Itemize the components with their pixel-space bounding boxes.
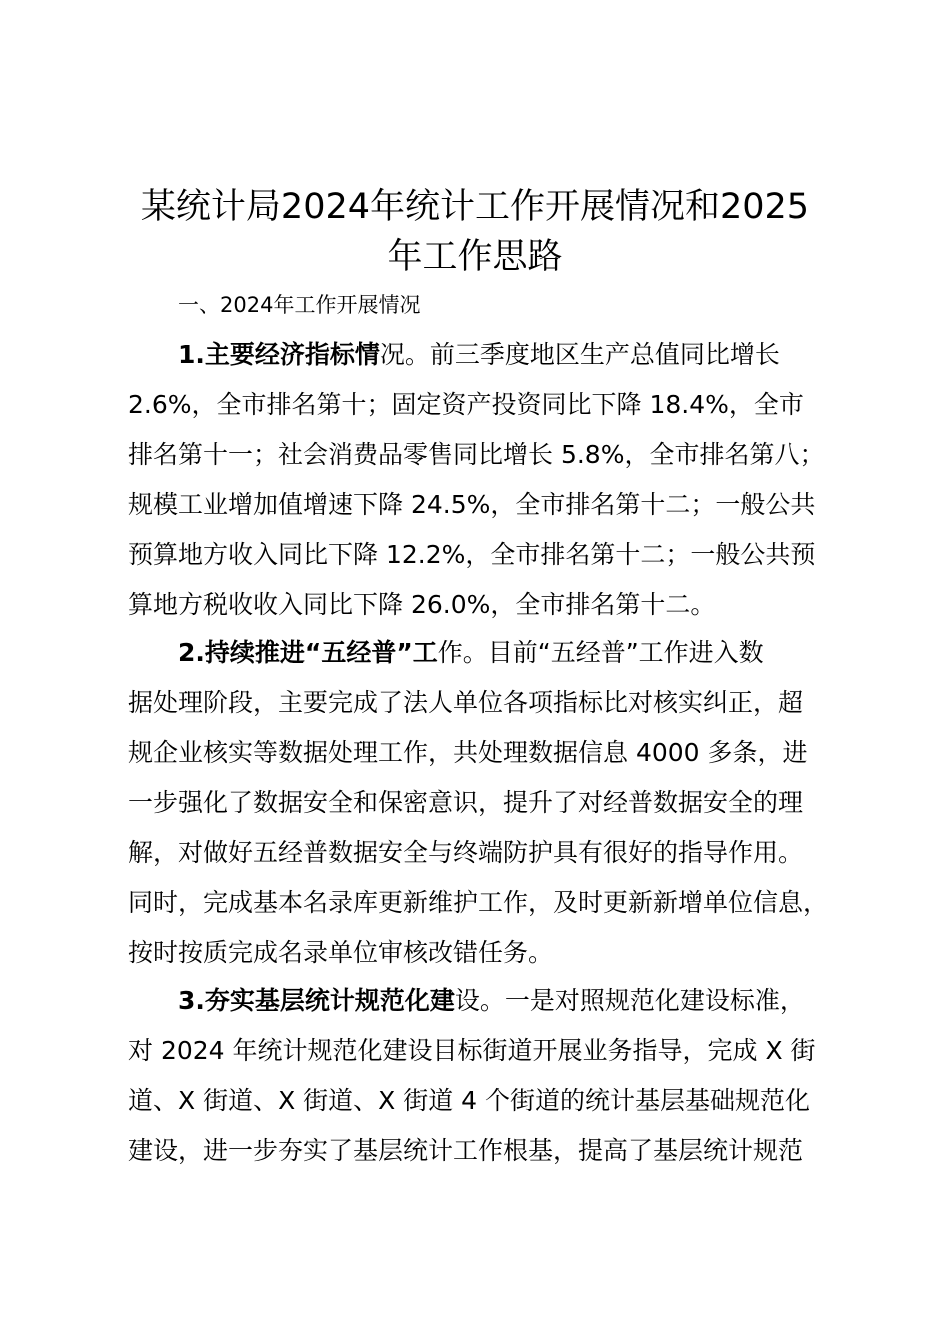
paragraph-text: 况。前三季度地区生产总值同比增长 bbox=[379, 340, 780, 369]
paragraph-economic-indicators bbox=[128, 330, 868, 630]
paragraph-text: 设。一是对照规范化建设标准， bbox=[454, 986, 805, 1015]
paragraph-line: 同时，完成基本名录库更新维护工作，及时更新新增单位信息， bbox=[128, 888, 829, 917]
document-title-line-1: 某统计局2024年统计工作开展情况和2025 bbox=[140, 187, 810, 227]
paragraph-line: 据处理阶段，主要完成了法人单位各项指标比对核实纠正，超 bbox=[128, 688, 804, 717]
paragraph-grassroots-standardization bbox=[128, 976, 868, 1176]
document-title-line-2: 年工作思路 bbox=[387, 237, 563, 277]
paragraph-lead-bold: 1.主要经济指标情 bbox=[178, 340, 380, 369]
paragraph-line: 解，对做好五经普数据安全与终端防护具有很好的指导作用。 bbox=[128, 838, 804, 867]
paragraph-line: 道、X 街道、X 街道、X 街道 4 个街道的统计基层基础规范化 bbox=[128, 1086, 811, 1115]
paragraph-line: 规模工业增加值增速下降 24.5%，全市排名第十二；一般公共 bbox=[128, 490, 816, 519]
paragraph-text: 作。目前“五经普”工作进入数 bbox=[437, 638, 764, 667]
paragraph-economic-census bbox=[128, 628, 868, 978]
paragraph-lead-bold: 2.持续推进“五经普”工 bbox=[178, 638, 438, 667]
paragraph-line: 2.6%，全市排名第十；固定资产投资同比下降 18.4%，全市 bbox=[128, 390, 804, 419]
paragraph-lead-bold: 3.夯实基层统计规范化建 bbox=[178, 986, 455, 1015]
paragraph-line: 对 2024 年统计规范化建设目标街道开展业务指导，完成 X 街 bbox=[128, 1036, 816, 1065]
section-heading: 一、2024年工作开展情况 bbox=[178, 293, 421, 317]
paragraph-line bbox=[128, 330, 868, 380]
paragraph-line: 预算地方收入同比下降 12.2%，全市排名第十二；一般公共预 bbox=[128, 540, 816, 569]
paragraph-line bbox=[128, 628, 868, 678]
paragraph-line: 建设，进一步夯实了基层统计工作根基，提高了基层统计规范 bbox=[128, 1136, 804, 1165]
paragraph-line: 排名第十一；社会消费品零售同比增长 5.8%，全市排名第八； bbox=[128, 440, 825, 469]
paragraph-line: 算地方税收收入同比下降 26.0%，全市排名第十二。 bbox=[128, 590, 716, 619]
paragraph-line: 规企业核实等数据处理工作，共处理数据信息 4000 多条，进 bbox=[128, 738, 808, 767]
paragraph-line: 一步强化了数据安全和保密意识，提升了对经普数据安全的理 bbox=[128, 788, 804, 817]
paragraph-line bbox=[128, 976, 868, 1026]
paragraph-line: 按时按质完成名录单位审核改错任务。 bbox=[128, 938, 554, 967]
